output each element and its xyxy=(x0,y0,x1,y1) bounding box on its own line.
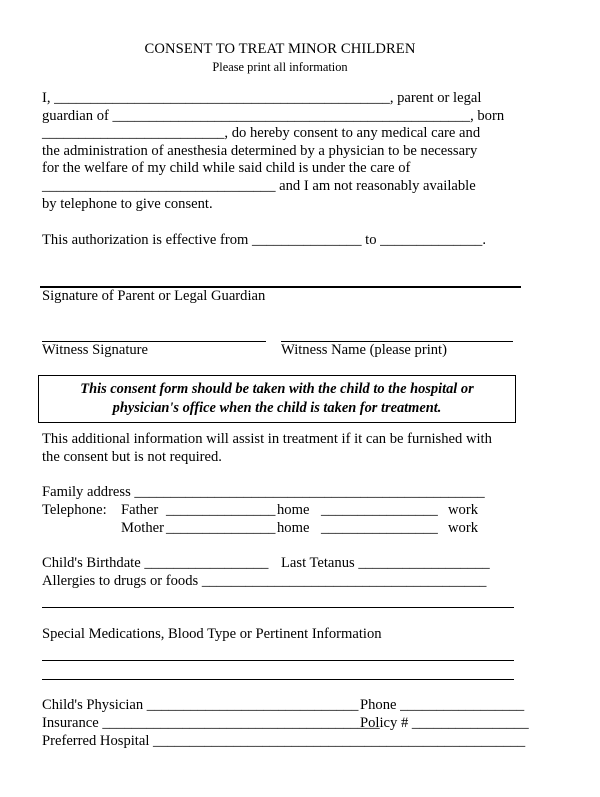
consent-line-3-suffix: , do hereby consent to any medical care and xyxy=(224,125,481,141)
mother-home-phone-field[interactable]: _______________ xyxy=(166,520,276,536)
telephone-label: Telephone: xyxy=(42,502,107,518)
consent-line-2[interactable] xyxy=(42,108,504,125)
father-work-label: work xyxy=(448,502,478,518)
allergies-field[interactable]: Allergies to drugs or foods _______________________________________ xyxy=(42,573,487,589)
notice-box xyxy=(38,375,516,423)
consent-line-6[interactable] xyxy=(42,178,476,195)
special-info-line-2[interactable] xyxy=(42,679,514,680)
additional-info-line-1: This additional information will assist in treatment if it can be furnished with xyxy=(42,431,492,447)
consent-line-7: by telephone to give consent. xyxy=(42,196,213,212)
witness-name-label: Witness Name (please print) xyxy=(281,342,447,358)
consent-line-1[interactable] xyxy=(42,90,481,107)
allergies-extra-line[interactable] xyxy=(42,607,514,608)
mother-label: Mother xyxy=(121,520,164,536)
mother-home-label: home xyxy=(277,520,310,536)
father-work-phone-field[interactable]: ________________ xyxy=(321,502,438,518)
additional-info-line-2: the consent but is not required. xyxy=(42,449,222,465)
guardian-of-blank[interactable]: guardian of _________________________________________________ xyxy=(42,108,471,124)
father-home-label: home xyxy=(277,502,310,518)
notice-line-1: This consent form should be taken with the child to the hospital or xyxy=(80,381,474,397)
policy-number-field[interactable]: Policy # ________________ xyxy=(360,715,529,731)
care-of-blank[interactable]: ________________________________ xyxy=(42,178,276,194)
insurance-field[interactable]: Insurance ______________________________________ xyxy=(42,715,380,731)
consent-line-5: for the welfare of my child while said child is under the care of xyxy=(42,160,411,176)
mother-work-phone-field[interactable]: ________________ xyxy=(321,520,438,536)
form-title: CONSENT TO TREAT MINOR CHILDREN xyxy=(144,41,416,57)
childs-physician-field[interactable]: Child's Physician _____________________________ xyxy=(42,697,359,713)
notice-line-2: physician's office when the child is taken for treatment. xyxy=(112,400,442,416)
consent-line-6-suffix: and I am not reasonably available xyxy=(275,178,476,194)
form-subtitle: Please print all information xyxy=(212,60,348,74)
father-home-phone-field[interactable]: _______________ xyxy=(166,502,276,518)
family-address-field[interactable]: Family address ________________________________________________ xyxy=(42,484,485,500)
preferred-hospital-field[interactable]: Preferred Hospital ___________________________________________________ xyxy=(42,733,526,749)
father-label: Father xyxy=(121,502,159,518)
authorization-line[interactable]: This authorization is effective from _______________ to ______________. xyxy=(42,232,486,248)
born-date-blank[interactable]: _________________________ xyxy=(42,125,225,141)
consent-line-4: the administration of anesthesia determined by a physician to be necessary xyxy=(42,143,478,159)
parent-name-blank[interactable]: I, ______________________________________________ xyxy=(42,90,390,106)
consent-line-3[interactable] xyxy=(42,125,480,142)
witness-signature-label: Witness Signature xyxy=(42,342,149,358)
parent-signature-label: Signature of Parent or Legal Guardian xyxy=(42,288,266,304)
child-birthdate-field[interactable]: Child's Birthdate _________________ xyxy=(42,555,269,571)
consent-line-2-suffix: , born xyxy=(470,108,505,124)
special-info-line-1[interactable] xyxy=(42,660,514,661)
last-tetanus-field[interactable]: Last Tetanus __________________ xyxy=(281,555,490,571)
physician-phone-field[interactable]: Phone _________________ xyxy=(360,697,525,713)
consent-line-1-suffix: , parent or legal xyxy=(389,90,482,106)
mother-work-label: work xyxy=(448,520,478,536)
special-medications-label: Special Medications, Blood Type or Pertinent Information xyxy=(42,626,382,642)
